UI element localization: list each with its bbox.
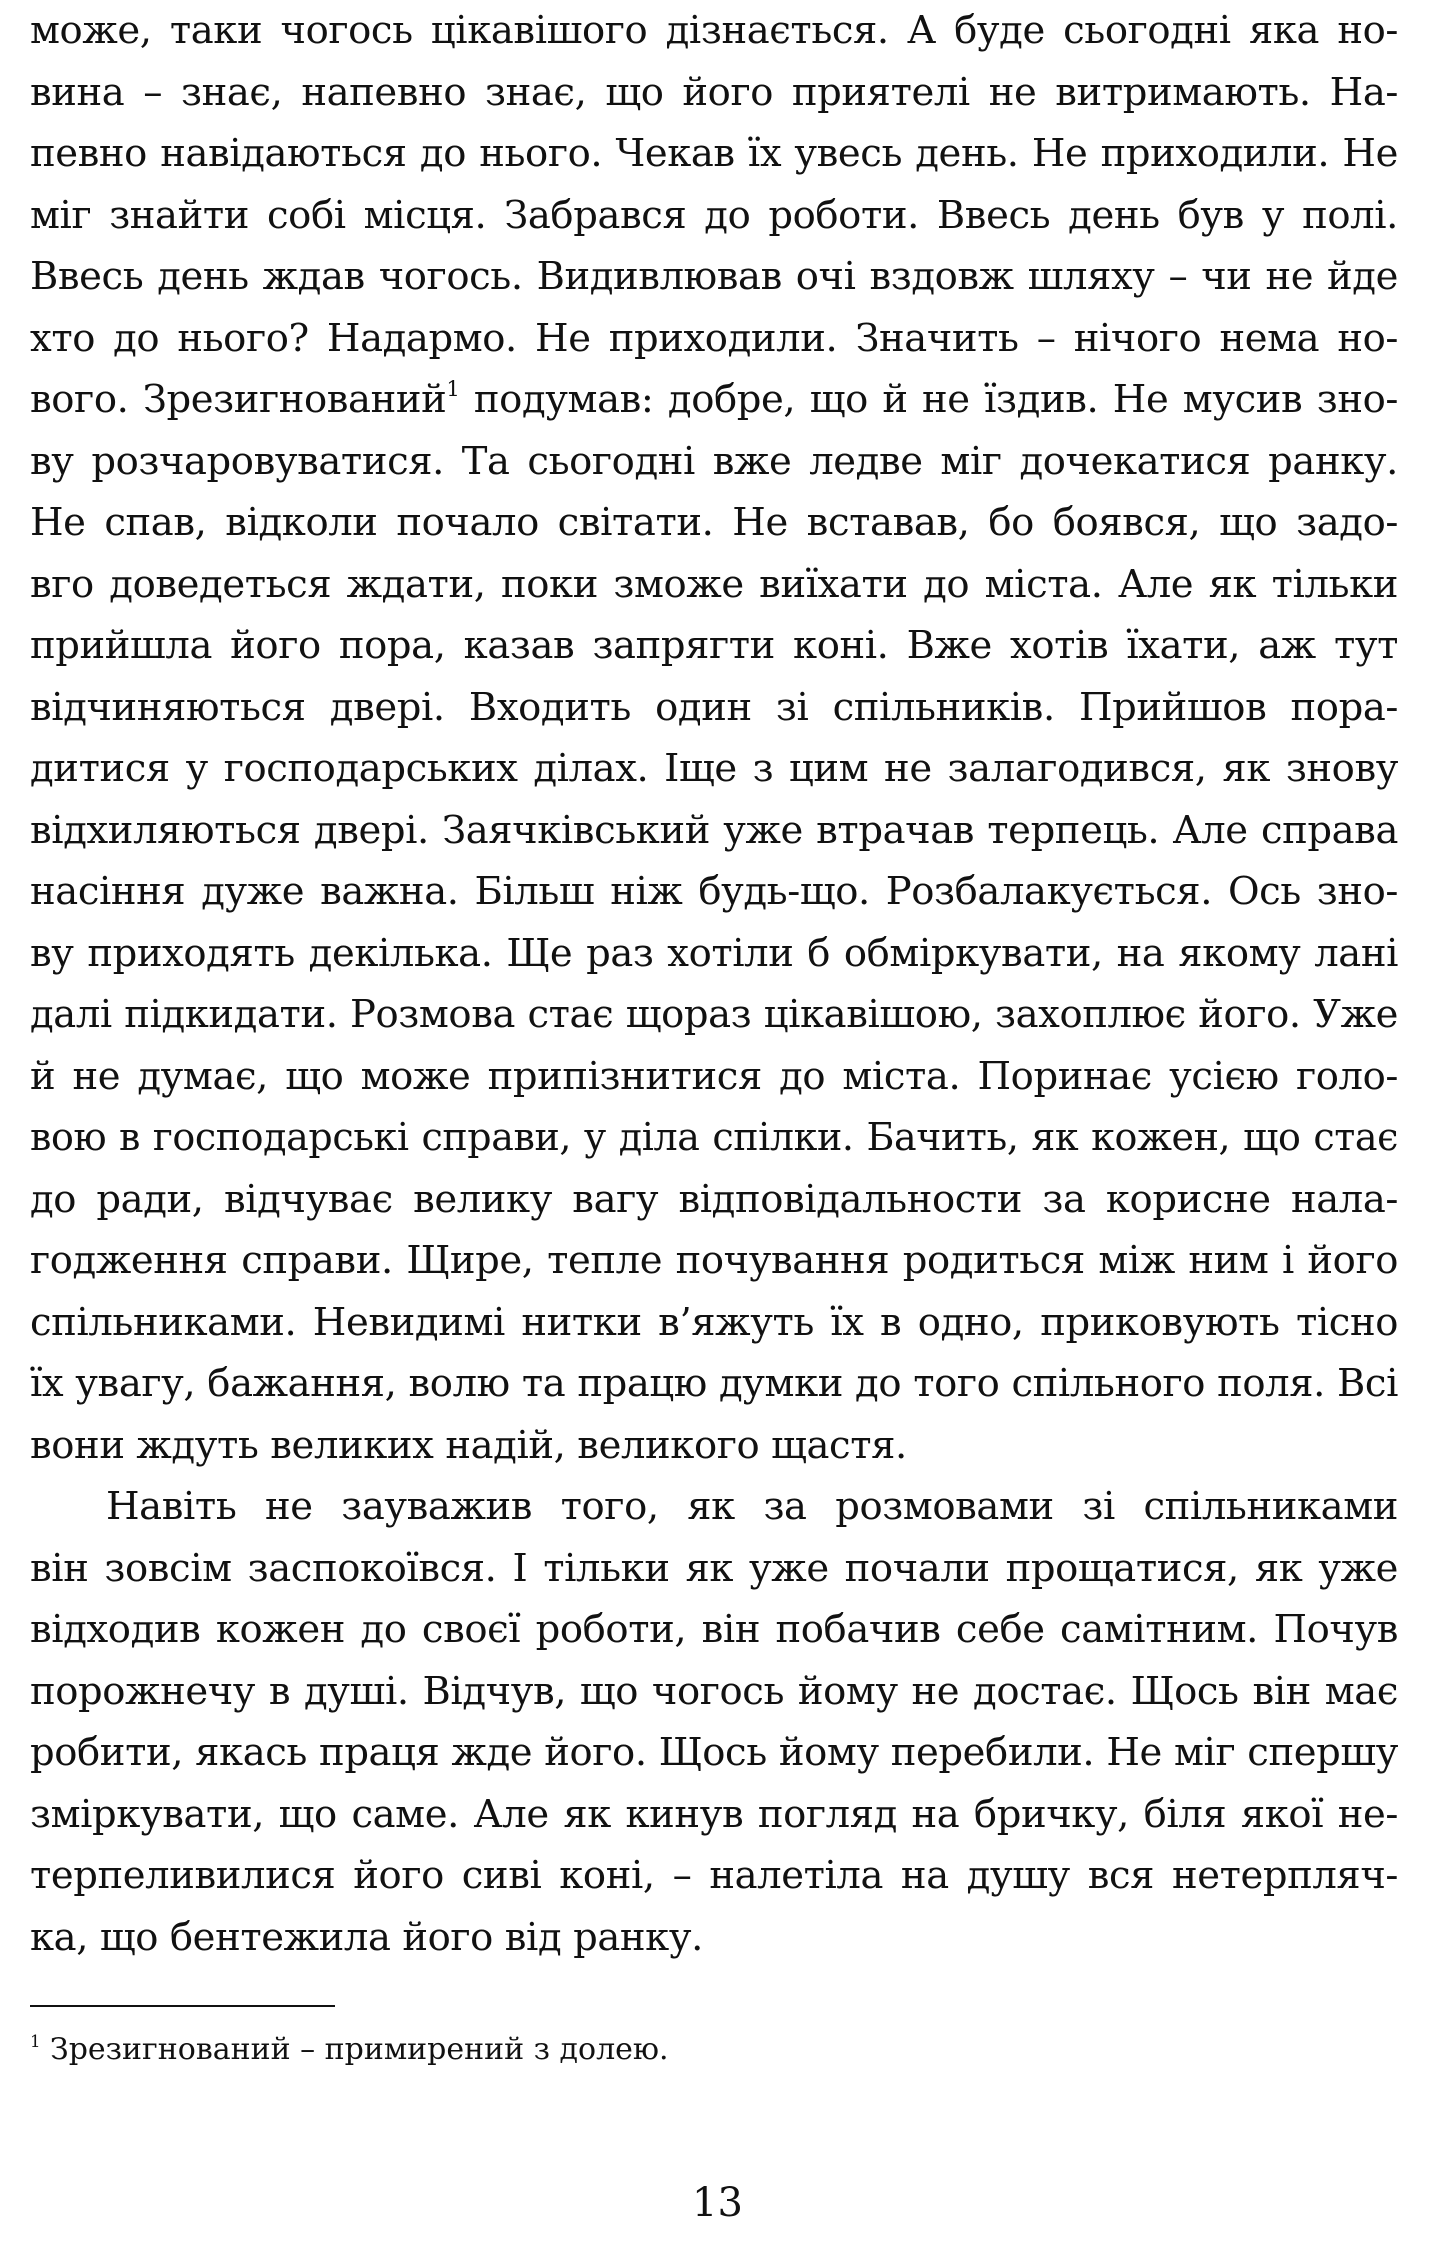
text-line: Навіть не зауважив того, як за розмовами зі спільниками [106, 1484, 1398, 1529]
text-line: дитися у господарських ділах. Іще з цим не залагодився, як знову [30, 746, 1398, 791]
text-line: Не спав, відколи почало світати. Не вставав, бо боявся, що задо- [30, 500, 1398, 545]
paragraph-2 [30, 1476, 1398, 1968]
text-line: вго доведеться ждати, поки зможе виїхати до міста. Але як тільки [30, 561, 1398, 607]
footnote-reference[interactable]: 1 [446, 376, 460, 402]
text-line: вина – знає, напевно знає, що його приятелі не витримають. На- [30, 69, 1398, 115]
text-line: робити, якась праця жде його. Щось йому перебили. Не міг спершу [30, 1730, 1398, 1775]
text-line-with-footnote-ref [30, 369, 1398, 431]
text-line: міг знайти собі місця. Забрався до роботи. Ввесь день був у полі. [30, 192, 1398, 238]
text-line: відхиляються двері. Заячківський уже втрачав терпець. Але справа [30, 807, 1398, 853]
text-line: порожнечу в душі. Відчув, що чогось йому не достає. Щось він має [30, 1668, 1398, 1714]
footnote-mark: 1 [30, 2031, 41, 2051]
text-line: їх увагу, бажання, волю та працю думки до того спільного поля. Всі [30, 1361, 1398, 1406]
text-line: він зовсім заспокоївся. І тільки як уже почали прощатися, як уже [30, 1545, 1398, 1591]
text-line: може, таки чогось цікавішого дізнається. А буде сьогодні яка но- [30, 8, 1398, 53]
text-line: ву розчаровуватися. Та сьогодні вже ледве міг дочекатися ранку. [30, 438, 1398, 484]
text-line: зміркувати, що саме. Але як кинув погляд на бричку, біля якої не- [30, 1791, 1398, 1837]
text-line: годження справи. Щире, тепле почування родиться між ним і його [30, 1238, 1398, 1283]
text-line: спільниками. Невидимі нитки в’яжуть їх в одно, приковують тісно [30, 1299, 1398, 1345]
text-line: прийшла його пора, казав запрягти коні. Вже хотів їхати, аж тут [30, 623, 1398, 668]
text-line: насіння дуже важна. Більш ніж будь-що. Розбалакується. Ось зно- [30, 869, 1398, 914]
text-line: далі підкидати. Розмова стає щораз цікавішою, захоплює його. Уже [30, 992, 1398, 1037]
footnote-divider [30, 2005, 335, 2007]
footnote [30, 2030, 669, 2070]
text-line: до ради, відчуває велику вагу відповідальности за корисне нала- [30, 1176, 1398, 1222]
text-line: вою в господарські справи, у діла спілки. Бачить, як кожен, що стає [30, 1115, 1398, 1159]
text-line: ву приходять декілька. Ще раз хотіли б обміркувати, на якому лані [30, 930, 1398, 976]
text-line: вони ждуть великих надій, великого щастя. [30, 1422, 907, 1468]
text-line: ка, що бентежила його від ранку. [30, 1914, 703, 1960]
paragraph-1 [30, 0, 1398, 1476]
text-line: певно навідаються до нього. Чекав їх увесь день. Не приходили. Не [30, 131, 1398, 176]
text-line: Ввесь день ждав чогось. Видивлював очі вздовж шляху – чи не йде [30, 254, 1398, 299]
text-line: терпеливилися його сиві коні, – налетіла на душу вся нетерпляч- [30, 1853, 1398, 1898]
text-line: відходив кожен до своєї роботи, він побачив себе самітним. Почув [30, 1607, 1398, 1652]
text-fragment: подумав: добре, що й не їздив. Не мусив зно- [459, 377, 1398, 422]
footnote-text: Зрезигнований – примирений з долею. [40, 2032, 669, 2067]
text-line: й не думає, що може припізнитися до міста. Поринає усією голо- [30, 1053, 1398, 1099]
text-fragment: вого. Зрезигнований [30, 377, 447, 422]
text-line: відчиняються двері. Входить один зі спільників. Прийшов пора- [30, 684, 1398, 730]
main-text [30, 0, 1398, 1968]
page-number: 13 [692, 2180, 743, 2226]
text-line: хто до нього? Надармо. Не приходили. Значить – нічого нема но- [30, 315, 1398, 361]
